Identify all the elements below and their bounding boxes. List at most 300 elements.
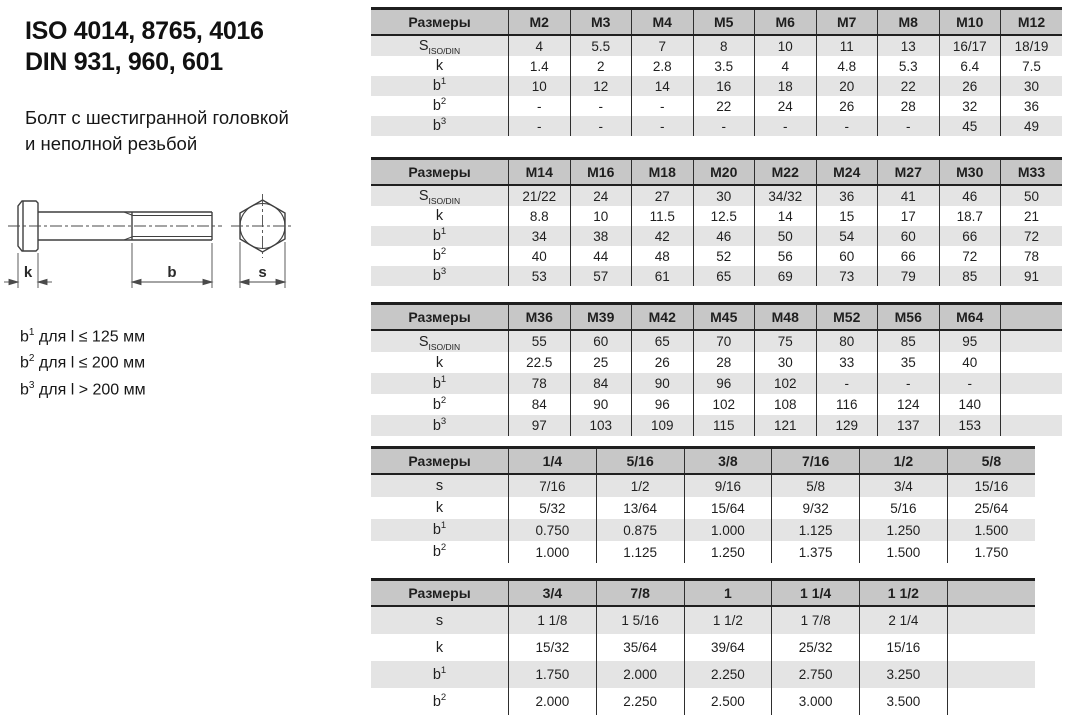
row-label: $b^1$ [371, 226, 509, 246]
table-cell: - [570, 96, 632, 116]
table-cell: 13/64 [596, 497, 684, 519]
column-header: M30 [939, 159, 1001, 186]
table-cell: 72 [939, 246, 1001, 266]
row-label: k [435, 58, 444, 74]
table-cell: 65 [693, 266, 755, 286]
table-cell: 61 [632, 266, 694, 286]
table-cell: 22.5 [509, 352, 571, 373]
table-cell: 42 [632, 226, 694, 246]
table-cell: 7/16 [509, 474, 597, 497]
table-cell [1001, 394, 1063, 415]
column-header: M27 [878, 159, 940, 186]
table-cell: 24 [570, 185, 632, 206]
table-cell [1001, 330, 1063, 352]
table-cell: 18 [755, 76, 817, 96]
dimension-lines [4, 242, 285, 288]
table-cell: - [509, 116, 571, 136]
table-cell: 35/64 [596, 634, 684, 661]
table-cell: 15/16 [947, 474, 1035, 497]
table-row [371, 634, 1035, 661]
table-row [371, 541, 1035, 563]
table-cell: 3/4 [860, 474, 948, 497]
table-cell: 35 [878, 352, 940, 373]
row-label: $S_{ISO/DIN}$ [371, 330, 509, 352]
table-cell: 1.125 [772, 519, 860, 541]
table-cell: 49 [1001, 116, 1063, 136]
table-cell: 1 1/2 [684, 606, 772, 634]
table-cell: 25 [570, 352, 632, 373]
table-imperial-large [371, 578, 1035, 715]
table-cell [947, 661, 1035, 688]
table-cell: 108 [755, 394, 817, 415]
table-cell: 18.7 [939, 206, 1001, 226]
table-cell: 8.8 [509, 206, 571, 226]
column-header: 1 [684, 580, 772, 607]
table-cell: 46 [939, 185, 1001, 206]
table-cell: 3.250 [860, 661, 948, 688]
row-label: $b^1$ [371, 373, 509, 394]
table-cell: - [570, 116, 632, 136]
spec-table [371, 157, 1062, 286]
table-cell: 84 [570, 373, 632, 394]
table-cell: 2.750 [772, 661, 860, 688]
table-cell: 4 [755, 56, 817, 76]
table-cell: 26 [816, 96, 878, 116]
table-cell: 52 [693, 246, 755, 266]
table-cell: 20 [816, 76, 878, 96]
column-header: M7 [816, 9, 878, 36]
page-title-iso: ISO 4014, 8765, 4016 [25, 17, 264, 45]
table-cell: 4.8 [816, 56, 878, 76]
table-header-label: Размеры [371, 304, 509, 331]
table-cell: 2.000 [596, 661, 684, 688]
column-header: M56 [878, 304, 940, 331]
row-label: $b^3$ [371, 415, 509, 436]
table-cell: 1.000 [684, 519, 772, 541]
column-header: M3 [570, 9, 632, 36]
table-cell: 96 [693, 373, 755, 394]
row-label: k [435, 500, 444, 516]
table-cell: 3.500 [860, 688, 948, 715]
table-cell: 79 [878, 266, 940, 286]
table-cell: 1.375 [772, 541, 860, 563]
table-row [371, 661, 1035, 688]
table-cell: 1.250 [684, 541, 772, 563]
table-cell: 21 [1001, 206, 1063, 226]
table-cell [947, 606, 1035, 634]
spec-table [371, 7, 1062, 136]
column-header: 1/4 [509, 448, 597, 475]
column-header: 3/4 [509, 580, 597, 607]
table-cell: 32 [939, 96, 1001, 116]
table-cell: 25/64 [947, 497, 1035, 519]
table-cell: 36 [1001, 96, 1063, 116]
column-header: M36 [509, 304, 571, 331]
table-cell: 1.750 [509, 661, 597, 688]
table-cell: 60 [878, 226, 940, 246]
column-header: M22 [755, 159, 817, 186]
table-header-label: Размеры [371, 159, 509, 186]
row-label: $b^1$ [371, 661, 509, 688]
table-cell: 85 [878, 330, 940, 352]
spec-table [371, 578, 1035, 715]
table-cell: 2.500 [684, 688, 772, 715]
table-cell: 1 7/8 [772, 606, 860, 634]
table-cell: 60 [570, 330, 632, 352]
table-row [371, 394, 1062, 415]
table-cell: 109 [632, 415, 694, 436]
table-row [371, 330, 1062, 352]
table-cell [1001, 373, 1063, 394]
dimension-labels [24, 264, 267, 281]
table-cell: 17 [878, 206, 940, 226]
table-row [371, 373, 1062, 394]
table-cell: 18/19 [1001, 35, 1063, 56]
table-cell: 2.250 [684, 661, 772, 688]
table-cell: 34 [509, 226, 571, 246]
table-header-label: Размеры [371, 580, 509, 607]
table-cell: 0.750 [509, 519, 597, 541]
table-cell [1001, 352, 1063, 373]
table-cell: 50 [1001, 185, 1063, 206]
table-cell: 40 [939, 352, 1001, 373]
table-cell: 129 [816, 415, 878, 436]
row-label: $b^2$ [432, 691, 447, 710]
column-header: M14 [509, 159, 571, 186]
table-metric-m2-m12 [371, 7, 1062, 136]
row-label: k [435, 354, 444, 371]
table-cell: - [878, 373, 940, 394]
table-cell: 66 [939, 226, 1001, 246]
table-cell: 39/64 [684, 634, 772, 661]
table-cell: 25/32 [772, 634, 860, 661]
table-cell: 14 [632, 76, 694, 96]
table-cell: 12 [570, 76, 632, 96]
table-cell: 3.5 [693, 56, 755, 76]
table-cell: 8 [693, 35, 755, 56]
table-cell: 50 [755, 226, 817, 246]
table-cell [947, 688, 1035, 715]
table-cell: - [755, 116, 817, 136]
table-cell: 53 [509, 266, 571, 286]
column-header: M5 [693, 9, 755, 36]
table-cell: 1.750 [947, 541, 1035, 563]
row-label: $b^1$ [371, 519, 509, 541]
table-cell: 55 [509, 330, 571, 352]
table-cell: 153 [939, 415, 1001, 436]
table-cell: 1.125 [596, 541, 684, 563]
table-cell [1001, 415, 1063, 436]
table-cell: 1/2 [596, 474, 684, 497]
table-row [371, 96, 1062, 116]
table-cell: 44 [570, 246, 632, 266]
row-label: $S_{ISO/DIN}$ [371, 185, 509, 206]
table-cell: 72 [1001, 226, 1063, 246]
table-cell: 1.000 [509, 541, 597, 563]
table-cell: 78 [1001, 246, 1063, 266]
table-cell: 90 [632, 373, 694, 394]
dim-label-s: s [258, 264, 267, 281]
column-header: 5/16 [596, 448, 684, 475]
table-cell: 73 [816, 266, 878, 286]
table-cell: 2.250 [596, 688, 684, 715]
table-cell: 36 [816, 185, 878, 206]
table-header-label: Размеры [371, 448, 509, 475]
table-cell: 54 [816, 226, 878, 246]
table-cell: 30 [1001, 76, 1063, 96]
dim-label-k: k [23, 264, 33, 281]
table-cell: 96 [632, 394, 694, 415]
table-cell: 80 [816, 330, 878, 352]
table-row [371, 246, 1062, 266]
table-cell: 69 [755, 266, 817, 286]
table-cell: 45 [939, 116, 1001, 136]
row-label: $b^3$ [371, 116, 509, 136]
table-cell: - [939, 373, 1001, 394]
table-row [371, 352, 1062, 373]
table-cell: 103 [570, 415, 632, 436]
table-cell: - [632, 96, 694, 116]
table-cell: 15 [816, 206, 878, 226]
spec-table [371, 302, 1062, 436]
note-b3: $b^3$ для l > 200 мм [20, 379, 146, 398]
table-row [371, 206, 1062, 226]
row-label: $b^2$ [432, 246, 447, 264]
table-cell: 21/22 [509, 185, 571, 206]
table-cell: 95 [939, 330, 1001, 352]
table-cell: 34/32 [755, 185, 817, 206]
page-title-din: DIN 931, 960, 601 [25, 48, 223, 76]
column-header: M16 [570, 159, 632, 186]
table-cell: 60 [816, 246, 878, 266]
centerlines [8, 194, 294, 258]
table-cell: 1.500 [947, 519, 1035, 541]
table-cell: 48 [632, 246, 694, 266]
table-row [371, 76, 1062, 96]
table-cell: 26 [939, 76, 1001, 96]
table-cell: 9/32 [772, 497, 860, 519]
table-metric-m14-m33 [371, 157, 1062, 286]
table-cell: - [509, 96, 571, 116]
column-header: M45 [693, 304, 755, 331]
table-row [371, 606, 1035, 634]
row-label: s [371, 474, 509, 497]
table-cell: 102 [693, 394, 755, 415]
table-row [371, 519, 1035, 541]
column-header: M48 [755, 304, 817, 331]
column-header: M20 [693, 159, 755, 186]
table-cell: 1 1/8 [509, 606, 597, 634]
table-cell: 15/32 [509, 634, 597, 661]
table-row [371, 226, 1062, 246]
table-cell: 5/16 [860, 497, 948, 519]
table-cell: 2 [570, 56, 632, 76]
subtitle-line-1: Болт с шестигранной головкой [25, 107, 289, 128]
table-cell: 57 [570, 266, 632, 286]
table-cell: - [632, 116, 694, 136]
table-cell: 78 [509, 373, 571, 394]
column-header: M64 [939, 304, 1001, 331]
table-cell: 102 [755, 373, 817, 394]
table-cell: 10 [570, 206, 632, 226]
table-cell: 13 [878, 35, 940, 56]
column-header: 7/16 [772, 448, 860, 475]
column-header: 3/8 [684, 448, 772, 475]
table-cell: 65 [632, 330, 694, 352]
column-header: 1/2 [860, 448, 948, 475]
table-row [371, 497, 1035, 519]
table-cell: 2.000 [509, 688, 597, 715]
table-cell: 90 [570, 394, 632, 415]
table-cell: 15/64 [684, 497, 772, 519]
table-cell: 5.3 [878, 56, 940, 76]
column-header: M33 [1001, 159, 1063, 186]
table-cell: 1.500 [860, 541, 948, 563]
table-cell: 1.250 [860, 519, 948, 541]
table-cell: 28 [693, 352, 755, 373]
table-cell: - [878, 116, 940, 136]
thread-length-notes [20, 322, 146, 401]
table-cell: 91 [1001, 266, 1063, 286]
table-cell: 84 [509, 394, 571, 415]
table-cell: 30 [755, 352, 817, 373]
table-cell: 70 [693, 330, 755, 352]
column-header: M10 [939, 9, 1001, 36]
table-cell: 33 [816, 352, 878, 373]
table-cell: 24 [755, 96, 817, 116]
table-cell: 10 [509, 76, 571, 96]
spec-table [371, 446, 1035, 563]
column-header: M42 [632, 304, 694, 331]
table-cell: 30 [693, 185, 755, 206]
row-label: $b^2$ [432, 394, 447, 413]
row-label: $S_{ISO/DIN}$ [371, 35, 509, 56]
table-row [371, 116, 1062, 136]
table-cell: 11.5 [632, 206, 694, 226]
table-cell: 2.8 [632, 56, 694, 76]
column-header [947, 580, 1035, 607]
column-header: M18 [632, 159, 694, 186]
table-cell: 41 [878, 185, 940, 206]
table-header-label: Размеры [371, 9, 509, 36]
table-cell: 0.875 [596, 519, 684, 541]
table-cell: 75 [755, 330, 817, 352]
table-cell: 4 [509, 35, 571, 56]
note-b1: $b^1$ для l ≤ 125 мм [20, 327, 146, 346]
table-cell: 1 5/16 [596, 606, 684, 634]
table-cell: 85 [939, 266, 1001, 286]
row-label: $b^2$ [432, 96, 447, 114]
table-cell: 115 [693, 415, 755, 436]
table-row [371, 185, 1062, 206]
table-cell: 14 [755, 206, 817, 226]
table-cell: 56 [755, 246, 817, 266]
table-row [371, 474, 1035, 497]
table-cell: 7 [632, 35, 694, 56]
bolt-technical-drawing [0, 185, 320, 320]
table-imperial-small [371, 446, 1035, 563]
table-cell: 97 [509, 415, 571, 436]
row-label: $b^2$ [432, 542, 447, 560]
column-header: 5/8 [947, 448, 1035, 475]
table-cell: 121 [755, 415, 817, 436]
column-header: 7/8 [596, 580, 684, 607]
row-label: k [435, 208, 444, 224]
table-cell: 12.5 [693, 206, 755, 226]
table-cell: 10 [755, 35, 817, 56]
table-cell: 38 [570, 226, 632, 246]
table-cell: 16 [693, 76, 755, 96]
table-cell: 27 [632, 185, 694, 206]
column-header: M4 [632, 9, 694, 36]
table-cell: 40 [509, 246, 571, 266]
column-header: 1 1/2 [860, 580, 948, 607]
table-cell: 22 [878, 76, 940, 96]
table-cell: 22 [693, 96, 755, 116]
column-header: M24 [816, 159, 878, 186]
table-metric-m36-m64 [371, 302, 1062, 436]
table-row [371, 266, 1062, 286]
table-cell: 11 [816, 35, 878, 56]
table-cell: 28 [878, 96, 940, 116]
table-cell: 26 [632, 352, 694, 373]
dim-label-b: b [167, 264, 177, 281]
table-cell: 15/16 [860, 634, 948, 661]
table-cell: 9/16 [684, 474, 772, 497]
column-header: M52 [816, 304, 878, 331]
table-cell: 5.5 [570, 35, 632, 56]
table-cell: 1.4 [509, 56, 571, 76]
row-label: $b^1$ [371, 76, 509, 96]
title-block [25, 16, 264, 78]
table-row [371, 688, 1035, 715]
row-label: s [371, 606, 509, 634]
table-cell: 7.5 [1001, 56, 1063, 76]
subtitle-line-2: и неполной резьбой [25, 133, 198, 154]
table-cell: 5/32 [509, 497, 597, 519]
table-row [371, 415, 1062, 436]
table-cell: 116 [816, 394, 878, 415]
table-cell: 66 [878, 246, 940, 266]
table-row [371, 56, 1062, 76]
table-cell: 2 1/4 [860, 606, 948, 634]
table-cell: - [816, 116, 878, 136]
column-header [1001, 304, 1063, 331]
table-cell: 16/17 [939, 35, 1001, 56]
note-b2: $b^2$ для l ≤ 200 мм [20, 353, 146, 372]
column-header: 1 1/4 [772, 580, 860, 607]
table-cell: 124 [878, 394, 940, 415]
page-subtitle [25, 105, 289, 157]
table-cell: - [693, 116, 755, 136]
table-cell: 6.4 [939, 56, 1001, 76]
row-label: k [435, 639, 444, 656]
column-header: M6 [755, 9, 817, 36]
table-cell [947, 634, 1035, 661]
table-cell: 140 [939, 394, 1001, 415]
table-cell: 137 [878, 415, 940, 436]
table-cell: 46 [693, 226, 755, 246]
table-cell: 3.000 [772, 688, 860, 715]
column-header: M39 [570, 304, 632, 331]
column-header: M2 [509, 9, 571, 36]
column-header: M12 [1001, 9, 1063, 36]
column-header: M8 [878, 9, 940, 36]
table-row [371, 35, 1062, 56]
table-cell: 5/8 [772, 474, 860, 497]
row-label: $b^3$ [371, 266, 509, 286]
table-cell: - [816, 373, 878, 394]
